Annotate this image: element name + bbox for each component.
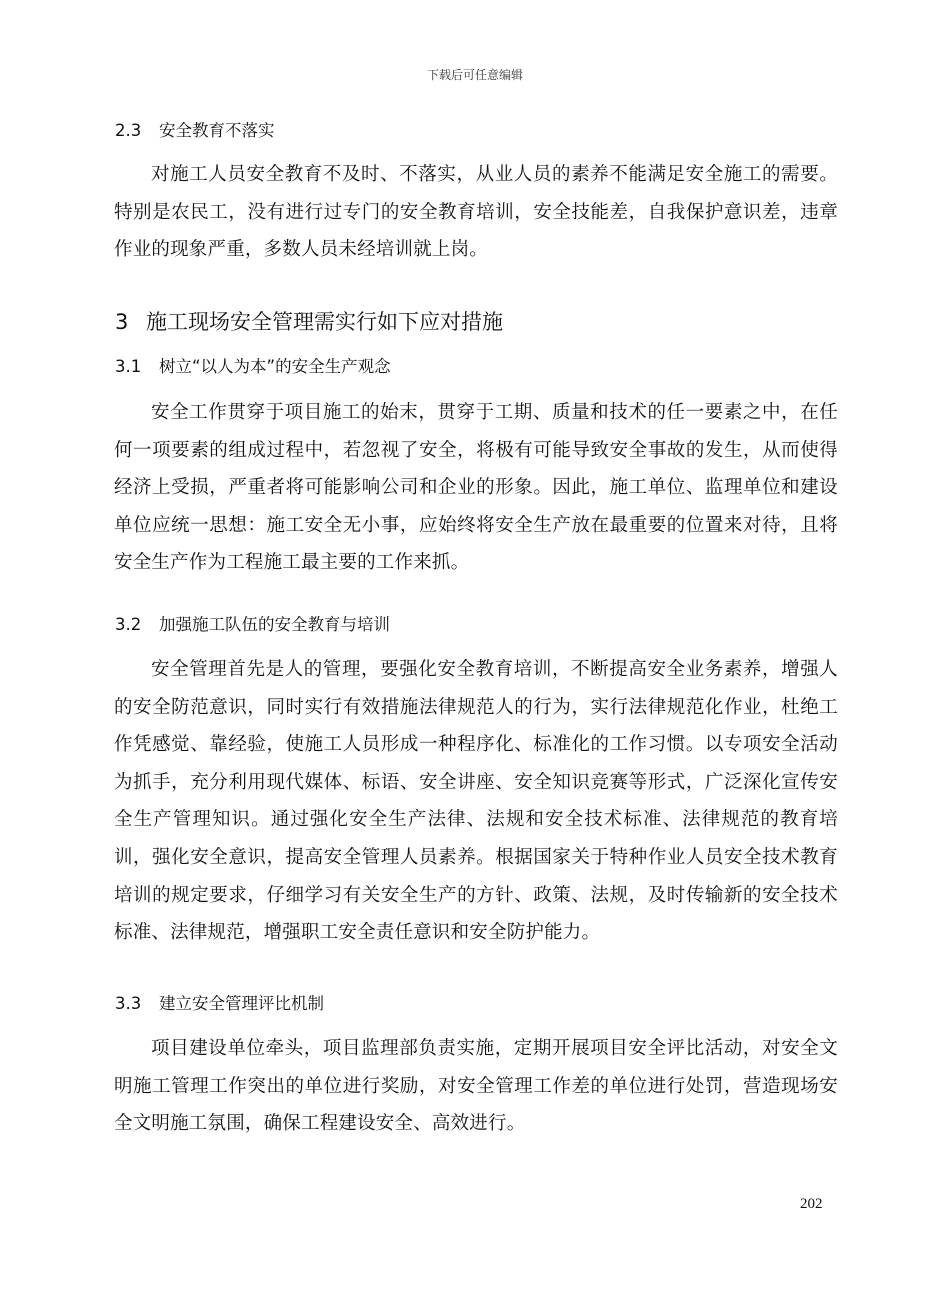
paragraph: 安全管理首先是人的管理，要强化安全教育培训，不断提高安全业务素养，增强人的安全防范意识，同时实行有效措施法律规范人的行为，实行法律规范化作业，杜绝工作凭感觉、靠经验，使施工人员形成一种程序化、标准化的工作习惯。以专项安全活动为抓手，充分利用现代媒体、标语、安全讲座、安全知识竞赛等形式，广泛深化宣传安全生产管理知识。通过强化安全生产法律、法规和安全技术标准、法律规范的教育培训，强化安全意识，提高安全管理人员素养。根据国家关于特种作业人员安全技术教育培训的规定要求，仔细学习有关安全生产的方针、政策、法规，及时传输新的安全技术标准、法律规范，增强职工安全责任意识和安全防护能力。 [114, 659, 838, 944]
paragraph: 对施工人员安全教育不及时、不落实，从业人员的素养不能满足安全施工的需要。特别是农民工，没有进行过专门的安全教育培训，安全技能差，自我保护意识差，违章作业的现象严重，多数人员未经培训就上岗。 [114, 164, 838, 261]
section-number: 3.2 [115, 615, 142, 634]
section-title: 树立“以人为本”的安全生产观念 [159, 357, 391, 376]
section-heading-3 [115, 306, 503, 336]
section-number: 3.1 [115, 357, 142, 376]
section-title: 施工现场安全管理需实行如下应对措施 [146, 310, 503, 334]
paragraph: 项目建设单位牵头，项目监理部负责实施，定期开展项目安全评比活动，对安全文明施工管理工作突出的单位进行奖励，对安全管理工作差的单位进行处罚，营造现场安全文明施工氛围，确保工程建设安全、高效进行。 [114, 1038, 838, 1135]
section-number: 2.3 [115, 121, 142, 140]
section-heading-2-3 [115, 117, 275, 141]
section-number: 3 [115, 310, 129, 334]
section-title: 建立安全管理评比机制 [159, 994, 324, 1013]
section-heading-3-3 [115, 990, 324, 1014]
page-header: 下载后可任意编辑 [426, 68, 523, 82]
section-title: 安全教育不落实 [159, 121, 275, 140]
section-heading-3-1 [115, 353, 391, 377]
section-heading-3-2 [115, 611, 390, 635]
paragraph: 安全工作贯穿于项目施工的始末，贯穿于工期、质量和技术的任一要素之中，在任何一项要素的组成过程中，若忽视了安全，将极有可能导致安全事故的发生，从而使得经济上受损，严重者将可能影响公司和企业的形象。因此，施工单位、监理单位和建设单位应统一思想：施工安全无小事，应始终将安全生产放在最重要的位置来对待，且将安全生产作为工程施工最主要的工作来抓。 [114, 402, 838, 574]
page-number: 202 [800, 1196, 823, 1212]
section-title: 加强施工队伍的安全教育与培训 [159, 615, 390, 634]
section-number: 3.3 [115, 994, 142, 1013]
